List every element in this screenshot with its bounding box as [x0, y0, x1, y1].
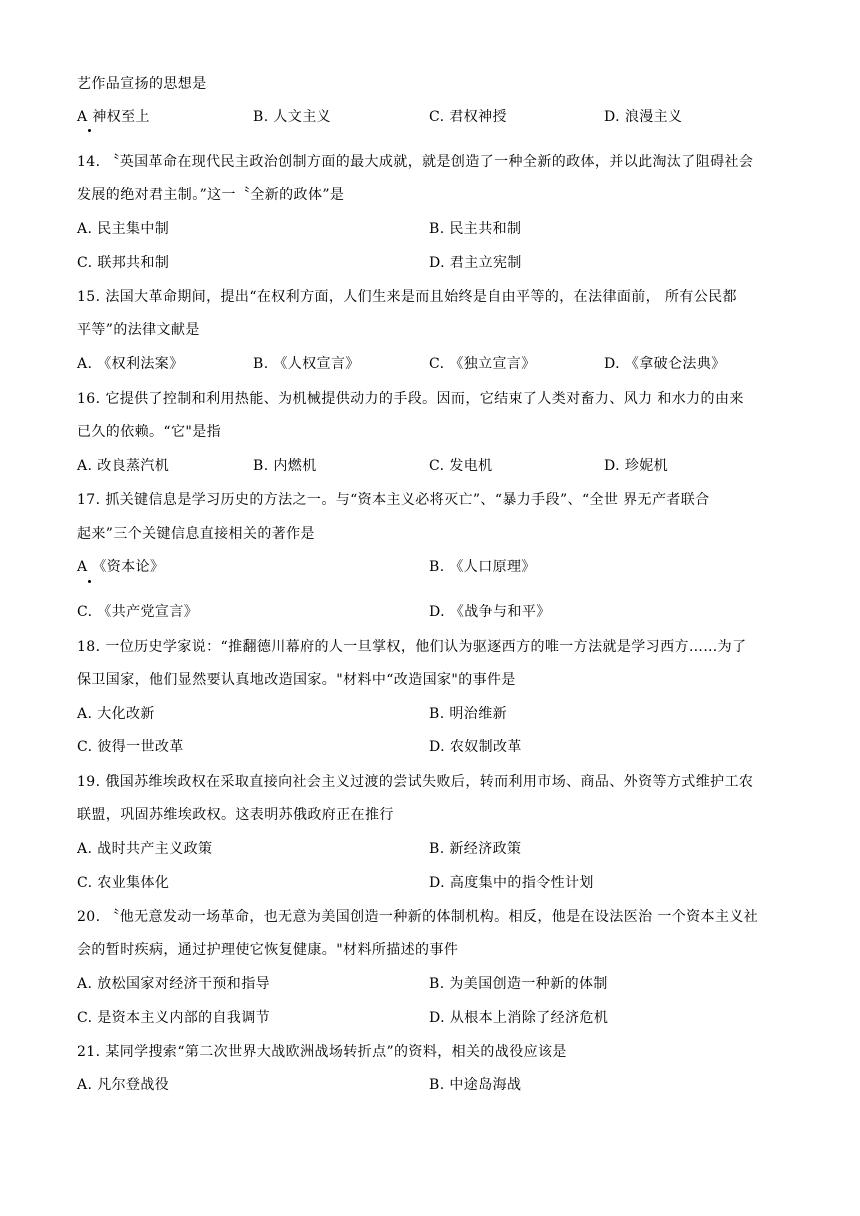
q14-stem-line1: 14. 〝英国革命在现代民主政治创制方面的最大成就，就是创造了一种全新的政体，并以此淘汰了阻碍社会: [77, 154, 754, 170]
q18-option-b: B. 明治维新: [429, 706, 507, 722]
q21-option-a: A. 凡尔登战役: [77, 1077, 170, 1093]
q18-option-d: D. 农奴制改革: [429, 739, 522, 755]
q14-option-d: D. 君主立宪制: [429, 255, 522, 271]
q16-option-a: A. 改良蒸汽机: [77, 458, 170, 474]
q14-stem-line2: 发展的绝对君主制。”这一〝全新的政体”是: [77, 187, 345, 203]
q17-option-a: A 《资本论》: [77, 559, 165, 575]
q15-option-b: B. 《人权宣言》: [253, 356, 360, 372]
q15-stem-line1: 15. 法国大革命期间，提出“在权利方面，人们生来是而且始终是自由平等的，在法律面前， 所有公民都: [77, 289, 737, 305]
q17-option-c: C. 《共产党宣言》: [77, 604, 199, 620]
q16-option-b: B. 内燃机: [253, 458, 317, 474]
q15-option-a: A. 《权利法案》: [77, 356, 184, 372]
q14-option-a: A. 民主集中制: [77, 221, 170, 237]
q16-stem-line1: 16. 它提供了控制和利用热能、为机械提供动力的手段。因而，它结束了人类对畜力、风力 和水力的由来: [77, 391, 744, 407]
q13-option-a: A 神权至上: [77, 109, 150, 125]
q21-option-b: B. 中途岛海战: [429, 1077, 522, 1093]
q16-stem-line2: 已久的依赖。“它"是指: [77, 424, 221, 440]
q19-option-d: D. 高度集中的指令性计划: [429, 875, 594, 891]
q16-option-c: C. 发电机: [429, 458, 493, 474]
q13-option-d: D. 浪漫主义: [604, 109, 683, 125]
q13-option-c: C. 君权神授: [429, 109, 507, 125]
emphasis-dot: [88, 580, 91, 583]
q20-stem-line2: 会的暂时疾病，通过护理使它恢复健康。"材料所描述的事件: [77, 942, 459, 958]
q15-stem-line2: 平等”的法律文献是: [77, 322, 200, 338]
q19-stem-line1: 19. 俄国苏维埃政权在采取直接向社会主义过渡的尝试失败后，转而利用市场、商品、外资等方式维护工农: [77, 774, 754, 790]
q17-option-b: B. 《人口原理》: [429, 559, 536, 575]
q20-option-a: A. 放松国家对经济干预和指导: [77, 976, 271, 992]
emphasis-dot: [88, 129, 91, 132]
q20-stem-line1: 20. 〝他无意发动一场革命，也无意为美国创造一种新的体制机构。相反，他是在设法医治 一个资本主义社: [77, 909, 759, 925]
q19-option-b: B. 新经济政策: [429, 841, 522, 857]
q18-option-c: C. 彼得一世改革: [77, 739, 184, 755]
q21-stem-line1: 21. 某同学搜索“第二次世界大战欧洲战场转折点”的资料，相关的战役应该是: [77, 1044, 567, 1060]
q20-option-c: C. 是资本主义内部的自我调节: [77, 1010, 271, 1026]
q15-option-c: C. 《独立宣言》: [429, 356, 536, 372]
q19-option-a: A. 战时共产主义政策: [77, 841, 213, 857]
q18-stem-line2: 保卫国家，他们显然要认真地改造国家。"材料中“改造国家"的事件是: [77, 672, 516, 688]
q18-option-a: A. 大化改新: [77, 706, 155, 722]
q17-option-d: D. 《战争与和平》: [429, 604, 551, 620]
q18-stem-line1: 18. 一位历史学家说：“推翻德川幕府的人一旦掌权，他们认为驱逐西方的唯一方法就是学习西方……为了: [77, 639, 747, 655]
q20-option-d: D. 从根本上消除了经济危机: [429, 1010, 609, 1026]
q13-option-b: B. 人文主义: [253, 109, 331, 125]
q16-option-d: D. 珍妮机: [604, 458, 669, 474]
q19-stem-line2: 联盟，巩固苏维埃政权。这表明苏俄政府正在推行: [77, 807, 394, 823]
q19-option-c: C. 农业集体化: [77, 875, 170, 891]
q13-stem-tail: 艺作品宣扬的思想是: [77, 76, 207, 92]
q17-stem-line1: 17. 抓关键信息是学习历史的方法之一。与“资本主义必将灭亡”、“暴力手段”、“全世 界无产者联合: [77, 492, 710, 508]
q14-option-b: B. 民主共和制: [429, 221, 522, 237]
q20-option-b: B. 为美国创造一种新的体制: [429, 976, 608, 992]
q14-option-c: C. 联邦共和制: [77, 255, 170, 271]
q15-option-d: D. 《拿破仑法典》: [604, 356, 726, 372]
q17-stem-line2: 起来”三个关键信息直接相关的著作是: [77, 526, 315, 542]
